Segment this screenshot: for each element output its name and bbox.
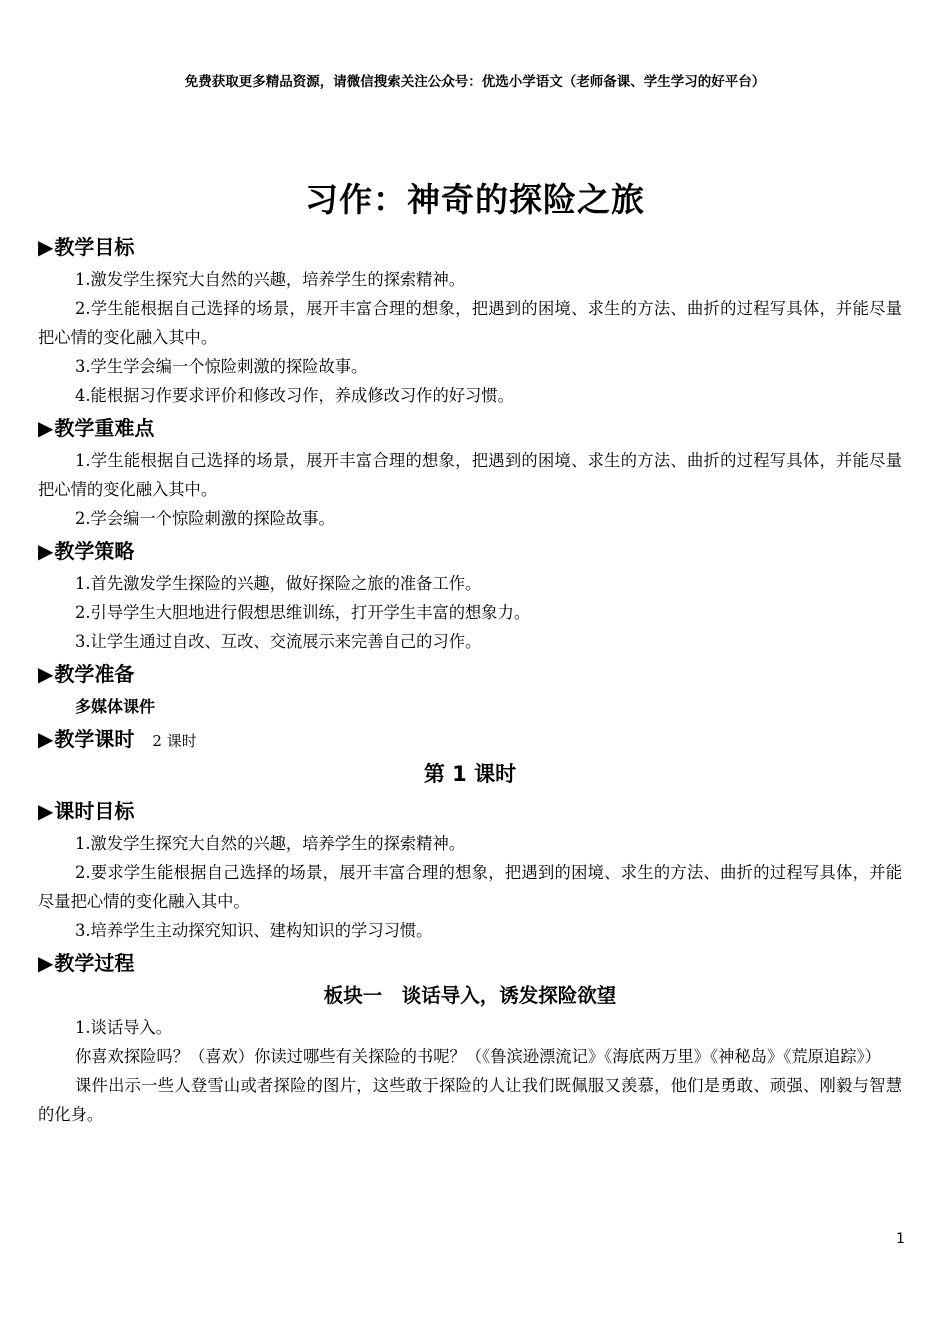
- list-item: 4.能根据习作要求评价和修改习作，养成修改习作的好习惯。: [75, 386, 514, 405]
- page-title: 习作：神奇的探险之旅: [305, 180, 645, 219]
- list-item: 1.激发学生探究大自然的兴趣，培养学生的探索精神。: [75, 834, 466, 853]
- heading-text: 课时目标: [54, 799, 135, 823]
- triangle-bullet-icon: ▶: [38, 799, 54, 823]
- list-item: 2.要求学生能根据自己选择的场景，展开丰富合理的想象，把遇到的困境、求生的方法、曲折的过程写具体，并能尽量把心情的变化融入其中。: [38, 863, 902, 911]
- promo-banner: 免费获取更多精品资源，请微信搜索关注公众号：优选小学语文（老师备课、学生学习的好平台）: [184, 74, 766, 90]
- list-item: 2.引导学生大胆地进行假想思维训练，打开学生丰富的想象力。: [75, 603, 531, 622]
- list-item: 3.培养学生主动探究知识、建构知识的学习习惯。: [75, 921, 433, 940]
- list-item: 1.学生能根据自己选择的场景，展开丰富合理的想象，把遇到的困境、求生的方法、曲折的过程写具体，并能尽量把心情的变化融入其中。: [38, 451, 902, 499]
- triangle-bullet-icon: ▶: [38, 662, 54, 686]
- paragraph: 1.谈话导入。: [75, 1018, 172, 1037]
- block-title: 板块一 谈话导入，诱发探险欲望: [323, 984, 617, 1007]
- triangle-bullet-icon: ▶: [38, 727, 54, 751]
- paragraph: 你喜欢探险吗？（喜欢）你读过哪些有关探险的书呢？（《鲁滨逊漂流记》《海底两万里》《神秘岛》《荒原追踪》）: [75, 1047, 881, 1066]
- section-heading-strategy: [38, 537, 902, 565]
- section-heading-process: [38, 949, 902, 977]
- list-item: 1.首先激发学生探险的兴趣，做好探险之旅的准备工作。: [75, 574, 482, 593]
- triangle-bullet-icon: ▶: [38, 539, 54, 563]
- prep-item: 多媒体课件: [75, 697, 156, 716]
- section-heading-hours: [38, 725, 902, 753]
- heading-text: 教学准备: [54, 662, 135, 686]
- list-item: 2.学会编一个惊险刺激的探险故事。: [75, 509, 335, 528]
- section-heading-prep: [38, 660, 902, 688]
- list-item: 1.激发学生探究大自然的兴趣，培养学生的探索精神。: [75, 270, 466, 289]
- list-item: 3.学生学会编一个惊险刺激的探险故事。: [75, 357, 368, 376]
- list-item: 3.让学生通过自改、互改、交流展示来完善自己的习作。: [75, 632, 482, 651]
- lesson-heading: 第 1 课时: [423, 762, 517, 786]
- document-body: [38, 229, 902, 1129]
- triangle-bullet-icon: ▶: [38, 235, 54, 259]
- heading-text: 教学过程: [54, 951, 135, 975]
- heading-text: 教学重难点: [54, 416, 155, 440]
- section-heading-key-points: [38, 414, 902, 442]
- heading-text: 教学目标: [54, 235, 135, 259]
- triangle-bullet-icon: ▶: [38, 416, 54, 440]
- paragraph: 课件出示一些人登雪山或者探险的图片，这些敢于探险的人让我们既佩服又羡慕，他们是勇敢、顽强、刚毅与智慧的化身。: [38, 1076, 902, 1124]
- heading-text: 教学课时: [54, 727, 135, 751]
- list-item: 2.学生能根据自己选择的场景，展开丰富合理的想象，把遇到的困境、求生的方法、曲折的过程写具体，并能尽量把心情的变化融入其中。: [38, 299, 902, 347]
- page-number: 1: [896, 1231, 905, 1247]
- triangle-bullet-icon: ▶: [38, 951, 54, 975]
- section-heading-goals: [38, 233, 902, 261]
- heading-text: 教学策略: [54, 539, 135, 563]
- hours-value: 2 课时: [152, 732, 197, 750]
- section-heading-lesson-goals: [38, 797, 902, 825]
